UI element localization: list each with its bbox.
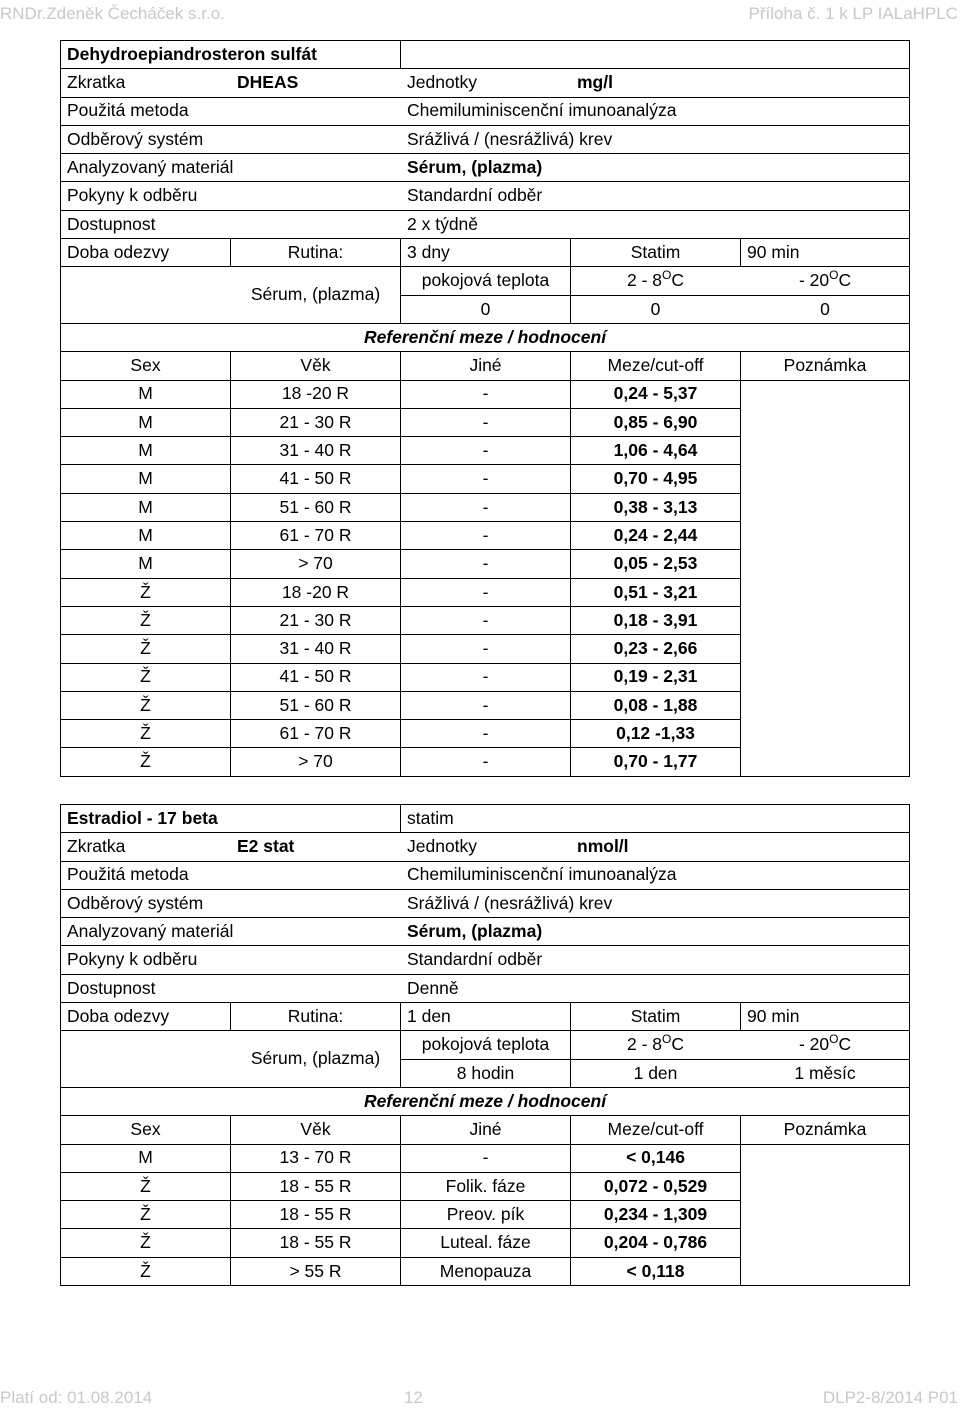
ref-sex: Ž [61,1229,231,1257]
ref-note [741,663,910,691]
units-value: nmol/l [571,833,910,861]
abbreviation-row [61,69,910,97]
ref-other: - [401,522,571,550]
ref-note [741,635,910,663]
ref-cutoff: 0,12 -1,33 [571,720,741,748]
ref-note [741,1144,910,1172]
ref-cutoff: 0,85 - 6,90 [571,408,741,436]
stability-room-label: pokojová teplota [401,267,571,295]
ref-sex: M [61,408,231,436]
instructions-label: Pokyny k odběru [61,182,401,210]
material-row [61,918,910,946]
sampling-value: Srážlivá / (nesrážlivá) krev [401,125,910,153]
ref-sex: M [61,380,231,408]
page-header-right: Příloha č. 1 k LP IALaHPLC [748,4,958,23]
table-row [61,522,910,550]
ref-note [741,380,910,408]
table-row [61,437,910,465]
routine-label: Rutina: [231,239,401,267]
header-cutoff: Meze/cut-off [571,352,741,380]
availability-label: Dostupnost [61,974,401,1002]
ref-sex: Ž [61,1201,231,1229]
stability-room-label: pokojová teplota [401,1031,571,1059]
table-row [61,380,910,408]
stability-cold-label: $2 - 8^OC$ [571,267,741,295]
units-label: Jednotky [401,69,571,97]
abbreviation-row [61,833,910,861]
table-row [61,578,910,606]
sampling-value: Srážlivá / (nesrážlivá) krev [401,889,910,917]
ref-sex: Ž [61,635,231,663]
availability-value: 2 x týdně [401,210,910,238]
statim-value: 90 min [741,239,910,267]
test-title: Estradiol - 17 beta [61,805,401,833]
table-row [61,1229,910,1257]
table-row [61,465,910,493]
ref-sex: Ž [61,663,231,691]
ref-note [741,720,910,748]
dheas-table [60,40,910,777]
ref-other: - [401,465,571,493]
table-row [61,550,910,578]
table-row [61,1201,910,1229]
ref-cutoff: 0,24 - 5,37 [571,380,741,408]
ref-note [741,550,910,578]
availability-value: Denně [401,974,910,1002]
ref-note [741,408,910,436]
header-note: Poznámka [741,352,910,380]
reference-title: Referenční meze / hodnocení [61,1087,910,1115]
table-row [61,691,910,719]
ref-cutoff: 0,70 - 4,95 [571,465,741,493]
table-row [61,663,910,691]
stability-room-value: 8 hodin [401,1059,571,1087]
ref-note [741,748,910,776]
ref-other: - [401,578,571,606]
stability-frozen-label: - $20^OC$ [741,1031,910,1059]
title-row [61,41,910,69]
ref-age: 18 - 55 R [231,1229,401,1257]
ref-age: 18 - 55 R [231,1172,401,1200]
stability-row-1 [61,1031,910,1059]
ref-age: 31 - 40 R [231,635,401,663]
ref-age: 61 - 70 R [231,522,401,550]
ref-note [741,578,910,606]
ref-cutoff: 1,06 - 4,64 [571,437,741,465]
stability-row-1 [61,267,910,295]
ref-sex: M [61,550,231,578]
stability-cold-value: 0 [571,295,741,323]
ref-other: Luteal. fáze [401,1229,571,1257]
test-title: Dehydroepiandrosteron sulfát [61,41,401,69]
abbreviation-value: E2 stat [231,833,401,861]
ref-age: 13 - 70 R [231,1144,401,1172]
header-sex: Sex [61,1116,231,1144]
ref-other: - [401,663,571,691]
ref-note [741,437,910,465]
ref-other: - [401,720,571,748]
ref-sex: Ž [61,1257,231,1285]
ref-other: - [401,748,571,776]
method-value: Chemiluminiscenční imunoanalýza [401,97,910,125]
ref-note [741,1257,910,1285]
reference-rows [61,1144,910,1285]
ref-cutoff: 0,08 - 1,88 [571,691,741,719]
turnaround-label: Doba odezvy [61,239,231,267]
ref-cutoff: 0,24 - 2,44 [571,522,741,550]
availability-row [61,210,910,238]
ref-note [741,522,910,550]
method-row [61,97,910,125]
abbreviation-value: DHEAS [231,69,401,97]
stability-cold-label: $2 - 8^OC$ [571,1031,741,1059]
ref-age: 18 -20 R [231,578,401,606]
instructions-row [61,946,910,974]
estradiol-table [60,804,910,1286]
ref-age: 31 - 40 R [231,437,401,465]
table-row [61,606,910,634]
routine-value: 1 den [401,1003,571,1031]
footer-page-number: 12 [404,1388,423,1407]
stability-blank [61,267,231,324]
instructions-value: Standardní odběr [401,946,910,974]
title-row [61,805,910,833]
table-row [61,408,910,436]
ref-age: 61 - 70 R [231,720,401,748]
sampling-label: Odběrový systém [61,889,401,917]
stability-cold-value: 1 den [571,1059,741,1087]
method-label: Použitá metoda [61,97,401,125]
statim-label: Statim [571,239,741,267]
table-row [61,720,910,748]
ref-note [741,691,910,719]
ref-sex: M [61,522,231,550]
stability-frozen-value: 1 měsíc [741,1059,910,1087]
ref-other: - [401,437,571,465]
header-note: Poznámka [741,1116,910,1144]
ref-cutoff: 0,51 - 3,21 [571,578,741,606]
ref-sex: Ž [61,606,231,634]
ref-cutoff: 0,234 - 1,309 [571,1201,741,1229]
ref-age: 41 - 50 R [231,465,401,493]
ref-sex: Ž [61,691,231,719]
material-row [61,154,910,182]
routine-label: Rutina: [231,1003,401,1031]
ref-sex: Ž [61,578,231,606]
ref-other: - [401,380,571,408]
units-label: Jednotky [401,833,571,861]
ref-cutoff: 0,05 - 2,53 [571,550,741,578]
ref-sex: M [61,1144,231,1172]
header-other: Jiné [401,352,571,380]
reference-title-row [61,1087,910,1115]
ref-age: 21 - 30 R [231,408,401,436]
stability-frozen-label: - $20^OC$ [741,267,910,295]
test-title-note [401,41,910,69]
ref-age: > 70 [231,748,401,776]
ref-other: Preov. pík [401,1201,571,1229]
abbreviation-label: Zkratka [61,833,231,861]
stability-material: Sérum, (plazma) [231,1031,401,1088]
ref-note [741,606,910,634]
page-header-left: RNDr.Zdeněk Čecháček s.r.o. [0,4,225,23]
ref-other: - [401,606,571,634]
ref-cutoff: 0,23 - 2,66 [571,635,741,663]
ref-other: - [401,408,571,436]
stability-material: Sérum, (plazma) [231,267,401,324]
sampling-label: Odběrový systém [61,125,401,153]
ref-other: - [401,550,571,578]
header-age: Věk [231,1116,401,1144]
method-row [61,861,910,889]
ref-note [741,1229,910,1257]
footer-document-id: DLP2-8/2014 P01 [822,1388,958,1407]
stability-room-value: 0 [401,295,571,323]
ref-age: 21 - 30 R [231,606,401,634]
ref-other: - [401,493,571,521]
sampling-row [61,125,910,153]
abbreviation-label: Zkratka [61,69,231,97]
material-value: Sérum, (plazma) [401,154,910,182]
sampling-row [61,889,910,917]
turnaround-label: Doba odezvy [61,1003,231,1031]
stability-blank [61,1031,231,1088]
units-value: mg/l [571,69,910,97]
instructions-label: Pokyny k odběru [61,946,401,974]
ref-age: > 55 R [231,1257,401,1285]
header-cutoff: Meze/cut-off [571,1116,741,1144]
ref-note [741,1201,910,1229]
ref-other: Menopauza [401,1257,571,1285]
statim-label: Statim [571,1003,741,1031]
ref-sex: M [61,493,231,521]
header-sex: Sex [61,352,231,380]
header-other: Jiné [401,1116,571,1144]
material-label: Analyzovaný materiál [61,918,401,946]
ref-sex: M [61,437,231,465]
ref-cutoff: < 0,118 [571,1257,741,1285]
ref-sex: M [61,465,231,493]
ref-sex: Ž [61,748,231,776]
reference-rows [61,380,910,776]
statim-value: 90 min [741,1003,910,1031]
turnaround-row [61,1003,910,1031]
ref-cutoff: < 0,146 [571,1144,741,1172]
table-row [61,493,910,521]
ref-cutoff: 0,072 - 0,529 [571,1172,741,1200]
ref-other: - [401,1144,571,1172]
ref-cutoff: 0,19 - 2,31 [571,663,741,691]
table-row [61,1144,910,1172]
ref-cutoff: 0,18 - 3,91 [571,606,741,634]
material-value: Sérum, (plazma) [401,918,910,946]
table-row [61,748,910,776]
material-label: Analyzovaný materiál [61,154,401,182]
header-age: Věk [231,352,401,380]
reference-title: Referenční meze / hodnocení [61,323,910,351]
table-row [61,1172,910,1200]
table-row [61,1257,910,1285]
table-row [61,635,910,663]
ref-age: 51 - 60 R [231,493,401,521]
footer-valid-from: Platí od: 01.08.2014 [0,1388,153,1407]
instructions-value: Standardní odběr [401,182,910,210]
ref-sex: Ž [61,1172,231,1200]
availability-label: Dostupnost [61,210,401,238]
ref-age: 41 - 50 R [231,663,401,691]
stability-frozen-value: 0 [741,295,910,323]
ref-other: - [401,691,571,719]
ref-age: 18 - 55 R [231,1201,401,1229]
turnaround-row [61,239,910,267]
ref-age: > 70 [231,550,401,578]
test-title-note: statim [401,805,910,833]
ref-note [741,465,910,493]
ref-other: - [401,635,571,663]
ref-cutoff: 0,38 - 3,13 [571,493,741,521]
reference-header-row [61,352,910,380]
ref-other: Folik. fáze [401,1172,571,1200]
ref-sex: Ž [61,720,231,748]
ref-cutoff: 0,204 - 0,786 [571,1229,741,1257]
routine-value: 3 dny [401,239,571,267]
ref-note [741,493,910,521]
ref-note [741,1172,910,1200]
instructions-row [61,182,910,210]
reference-header-row [61,1116,910,1144]
ref-age: 51 - 60 R [231,691,401,719]
ref-age: 18 -20 R [231,380,401,408]
method-value: Chemiluminiscenční imunoanalýza [401,861,910,889]
reference-title-row [61,323,910,351]
ref-cutoff: 0,70 - 1,77 [571,748,741,776]
method-label: Použitá metoda [61,861,401,889]
availability-row [61,974,910,1002]
